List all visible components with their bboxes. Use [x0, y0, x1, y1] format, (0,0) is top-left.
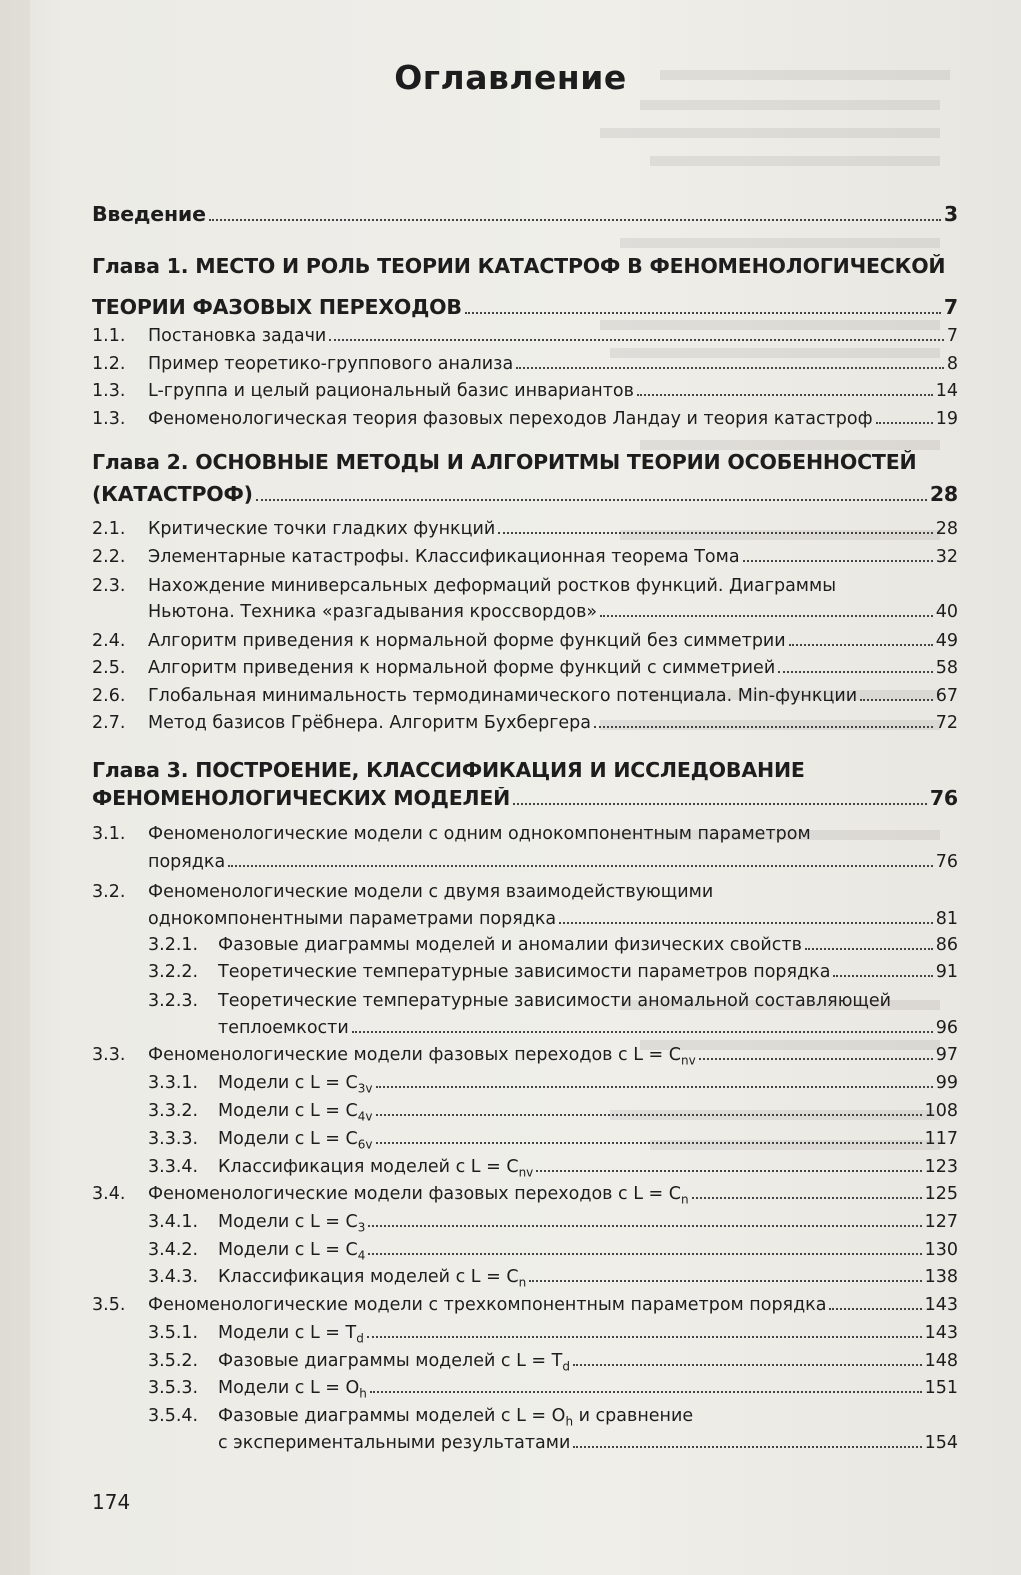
entry-subscript: h [359, 1386, 367, 1401]
entry-title [218, 934, 802, 956]
dot-leader [789, 640, 933, 646]
dot-leader [778, 667, 933, 673]
dot-leader [352, 1027, 933, 1033]
entry-page-number: 49 [935, 631, 958, 651]
entry-page-number: 151 [924, 1378, 958, 1398]
dot-leader [876, 418, 933, 424]
entry-title [218, 1432, 570, 1454]
entry-number: 3.2.2. [148, 962, 199, 982]
entry-text: Глобальная минимальность термодинамического потенциала. Min-функции [148, 686, 858, 706]
dot-leader [743, 556, 933, 562]
entry-number: 2.1. [92, 519, 126, 539]
entry-number: 3.3.1. [148, 1073, 199, 1093]
entry-title [148, 630, 786, 652]
entry-text: Нахождение миниверсальных деформаций ростков функций. Диаграммы [148, 576, 837, 596]
entry-number: 3.1. [92, 824, 126, 844]
entry-number: 3.3.4. [148, 1157, 199, 1177]
toc-section-entry[interactable] [92, 1432, 958, 1454]
toc-chapter-entry[interactable] [92, 483, 958, 505]
dot-leader [376, 1110, 922, 1116]
toc-chapter-entry[interactable] [92, 296, 958, 318]
entry-text: Ньютона. Техника «разгадывания кроссвордов» [148, 602, 598, 622]
entry-text: Элементарные катастрофы. Классификационная теорема Тома [148, 547, 740, 567]
entry-number: 2.4. [92, 631, 126, 651]
entry-title [148, 908, 556, 930]
entry-page-number: 154 [924, 1433, 958, 1453]
toc-section-entry[interactable] [92, 712, 958, 734]
entry-text: (КАТАСТРОФ) [92, 483, 253, 505]
entry-title [218, 1128, 373, 1156]
toc-section-entry[interactable] [92, 353, 958, 375]
entry-number: 3.5.4. [148, 1406, 199, 1426]
entry-page-number: 19 [935, 409, 958, 429]
entry-page-number: 91 [935, 962, 958, 982]
entry-text: Введение [92, 203, 206, 225]
page-number: 174 [92, 1490, 131, 1514]
entry-text: Фазовые диаграммы моделей и аномалии физических свойств [218, 935, 802, 955]
entry-text: Алгоритм приведения к нормальной форме функций с симметрией [148, 658, 776, 678]
toc-section-entry[interactable] [92, 1017, 958, 1039]
toc-section-entry[interactable] [92, 961, 958, 983]
entry-text: Феноменологические модели фазовых переходов с L = C [148, 1045, 681, 1065]
entry-text: Глава 2. ОСНОВНЫЕ МЕТОДЫ И АЛГОРИТМЫ ТЕОРИИ ОСОБЕННОСТЕЙ [92, 450, 917, 474]
toc-section-entry[interactable] [92, 1156, 958, 1184]
dot-leader [829, 1304, 921, 1310]
entry-subscript: 4v [357, 1109, 373, 1124]
dot-leader [805, 944, 933, 950]
entry-text: ТЕОРИИ ФАЗОВЫХ ПЕРЕХОДОВ [92, 296, 462, 318]
entry-text: Теоретические температурные зависимости параметров порядка [218, 962, 831, 982]
entry-page-number: 76 [929, 786, 958, 810]
dot-leader [699, 1054, 933, 1060]
toc-section-entry[interactable] [92, 1377, 958, 1405]
entry-page-number: 14 [935, 381, 958, 401]
entry-page-number: 99 [935, 1073, 958, 1093]
entry-title [148, 1044, 696, 1072]
entry-page-number: 123 [924, 1157, 958, 1177]
entry-number: 3.2.3. [148, 991, 199, 1011]
toc-section-entry[interactable] [92, 685, 958, 707]
toc-section-entry[interactable] [92, 1183, 958, 1211]
entry-text: Модели с L = C [218, 1212, 358, 1232]
entry-text: Модели с L = C [218, 1240, 358, 1260]
toc-section-entry[interactable] [92, 1100, 958, 1128]
entry-number: 3.5.3. [148, 1378, 199, 1398]
toc-section-entry[interactable] [92, 518, 958, 540]
entry-title [148, 546, 740, 568]
dot-leader [513, 799, 927, 805]
entry-title [148, 325, 326, 347]
entry-title [148, 685, 857, 707]
entry-subscript: n [518, 1275, 527, 1290]
toc-section-entry[interactable] [92, 934, 958, 956]
entry-text: Фазовые диаграммы моделей с L = O [218, 1406, 566, 1426]
entry-subscript: nv [680, 1053, 696, 1068]
entry-subscript: d [562, 1359, 570, 1374]
entry-title [218, 1017, 349, 1039]
entry-text: Классификация моделей с L = C [218, 1267, 519, 1287]
dot-leader [637, 390, 933, 396]
entry-title [148, 353, 513, 375]
dot-leader [860, 695, 933, 701]
dot-leader [368, 1249, 921, 1255]
toc-section-entry[interactable] [92, 1044, 958, 1072]
entry-page-number: 138 [924, 1267, 958, 1287]
entry-page-number: 28 [935, 519, 958, 539]
dot-leader [465, 308, 941, 314]
entry-number: 3.2. [92, 882, 126, 902]
entry-number: 3.5.1. [148, 1323, 199, 1343]
entry-title [92, 296, 462, 318]
entry-number: 3.3. [92, 1045, 126, 1065]
dot-leader [692, 1193, 922, 1199]
entry-number: 1.2. [92, 354, 126, 374]
toc-section-entry[interactable] [92, 601, 958, 623]
entry-title [218, 1100, 373, 1128]
entry-text: теплоемкости [218, 1018, 349, 1038]
entry-title [148, 712, 591, 734]
entry-title [218, 1266, 526, 1294]
entry-text: Феноменологические модели с двумя взаимодействующими [148, 882, 714, 902]
entry-title [92, 787, 510, 809]
toc-section-entry[interactable] [92, 1350, 958, 1378]
entry-text: Феноменологические модели с одним однокомпонентным параметром [148, 824, 811, 844]
toc-entry-lead-line [92, 1405, 693, 1433]
entry-text: Модели с L = T [218, 1323, 357, 1343]
entry-text: Фазовые диаграммы моделей с L = T [218, 1351, 563, 1371]
entry-text: Метод базисов Грёбнера. Алгоритм Бухбергера [148, 713, 592, 733]
entry-subscript: 3v [357, 1081, 373, 1096]
entry-number: 2.3. [92, 576, 126, 596]
entry-number: 2.2. [92, 547, 126, 567]
entry-text: Модели с L = C [218, 1073, 358, 1093]
entry-text-tail: и сравнение [573, 1406, 694, 1426]
toc-entry-lead-line [92, 823, 811, 845]
entry-page-number: 7 [946, 326, 958, 346]
entry-title [92, 203, 206, 225]
toc-section-entry[interactable] [92, 630, 958, 652]
toc-section-entry[interactable] [92, 1239, 958, 1267]
entry-title [218, 1239, 365, 1267]
toc-chapter-entry[interactable] [92, 787, 958, 809]
entry-page-number: 86 [935, 935, 958, 955]
dot-leader [376, 1082, 933, 1088]
entry-title [218, 1156, 533, 1184]
entry-page-number: 127 [924, 1212, 958, 1232]
entry-page-number: 117 [924, 1129, 958, 1149]
entry-number: 3.4. [92, 1184, 126, 1204]
entry-title [148, 657, 775, 679]
entry-number: 2.7. [92, 713, 126, 733]
toc-entry-lead-line [92, 575, 836, 597]
dot-leader [573, 1442, 921, 1448]
entry-text: Теоретические температурные зависимости аномальной составляющей [218, 991, 892, 1011]
dot-leader [498, 528, 932, 534]
entry-subscript: d [356, 1331, 364, 1346]
entry-title [148, 518, 495, 540]
entry-text: Модели с L = C [218, 1101, 358, 1121]
entry-number: 3.5.2. [148, 1351, 199, 1371]
dot-leader [370, 1387, 922, 1393]
entry-text: однокомпонентными параметрами порядка [148, 909, 557, 929]
entry-subscript: 4 [357, 1248, 366, 1263]
entry-subscript: 3 [357, 1220, 366, 1235]
entry-number: 3.2.1. [148, 935, 199, 955]
entry-page-number: 72 [935, 713, 958, 733]
entry-page-number: 96 [935, 1018, 958, 1038]
entry-page-number: 3 [943, 202, 958, 226]
entry-text: Глава 3. ПОСТРОЕНИЕ, КЛАССИФИКАЦИЯ И ИССЛЕДОВАНИЕ [92, 758, 805, 782]
toc-section-entry[interactable] [92, 657, 958, 679]
entry-title [92, 483, 253, 505]
dot-leader [559, 918, 933, 924]
toc-section-entry[interactable] [92, 1266, 958, 1294]
entry-number: 1.1. [92, 326, 126, 346]
entry-page-number: 108 [924, 1101, 958, 1121]
toc-entry-lead-line [92, 881, 713, 903]
entry-page-number: 125 [924, 1184, 958, 1204]
dot-leader [367, 1332, 922, 1338]
entry-title [148, 408, 873, 430]
entry-title [218, 1350, 570, 1378]
dot-leader [376, 1138, 922, 1144]
entry-title [148, 851, 225, 873]
entry-page-number: 58 [935, 658, 958, 678]
entry-page-number: 97 [935, 1045, 958, 1065]
entry-number: 3.5. [92, 1295, 126, 1315]
entry-text: Критические точки гладких функций [148, 519, 496, 539]
dot-leader [600, 611, 933, 617]
entry-text: Модели с L = O [218, 1378, 360, 1398]
entry-page-number: 148 [924, 1351, 958, 1371]
entry-title [148, 1183, 689, 1211]
toc-section-entry[interactable] [92, 908, 958, 930]
dot-leader [329, 335, 944, 341]
dot-leader [594, 722, 933, 728]
entry-number: 2.6. [92, 686, 126, 706]
dot-leader [529, 1276, 921, 1282]
entry-title [218, 1211, 365, 1239]
entry-page-number: 130 [924, 1240, 958, 1260]
toc-entry-lead-line [92, 255, 945, 277]
dot-leader [256, 495, 927, 501]
entry-page-number: 81 [935, 909, 958, 929]
entry-number: 3.3.3. [148, 1129, 199, 1149]
dot-leader [516, 363, 944, 369]
entry-title [148, 601, 597, 623]
entry-title [218, 1072, 373, 1100]
toc-section-entry[interactable] [92, 408, 958, 430]
entry-page-number: 40 [935, 602, 958, 622]
entry-text: Модели с L = C [218, 1129, 358, 1149]
entry-title [218, 1377, 367, 1405]
entry-text: Постановка задачи [148, 326, 327, 346]
entry-title [218, 1322, 364, 1350]
entry-number: 3.3.2. [148, 1101, 199, 1121]
entry-number: 3.4.1. [148, 1212, 199, 1232]
toc-section-entry[interactable] [92, 1322, 958, 1350]
entry-subscript: 6v [357, 1137, 373, 1152]
dot-leader [209, 215, 941, 221]
entry-text: Феноменологические модели с трехкомпонентным параметром порядка [148, 1295, 827, 1315]
entry-page-number: 32 [935, 547, 958, 567]
entry-text: с экспериментальными результатами [218, 1433, 571, 1453]
entry-page-number: 143 [924, 1295, 958, 1315]
dot-leader [228, 861, 933, 867]
entry-page-number: 143 [924, 1323, 958, 1343]
entry-number: 1.3. [92, 409, 126, 429]
dot-leader [536, 1166, 921, 1172]
toc-section-entry[interactable] [92, 325, 958, 347]
entry-page-number: 28 [929, 482, 958, 506]
entry-subscript: h [565, 1414, 574, 1429]
entry-page-number: 8 [946, 354, 958, 374]
toc-section-entry[interactable] [92, 851, 958, 873]
toc-section-entry[interactable] [92, 1072, 958, 1100]
dot-leader [368, 1221, 921, 1227]
entry-number: 2.5. [92, 658, 126, 678]
entry-text: Классификация моделей с L = C [218, 1157, 519, 1177]
page-title: Оглавление [394, 58, 627, 97]
entry-text: Феноменологические модели фазовых переходов с L = C [148, 1184, 681, 1204]
toc-chapter-entry[interactable] [92, 203, 958, 225]
entry-subscript: nv [518, 1165, 534, 1180]
entry-page-number: 76 [935, 852, 958, 872]
toc-section-entry[interactable] [92, 546, 958, 568]
entry-text: Алгоритм приведения к нормальной форме функций без симметрии [148, 631, 786, 651]
entry-text: ФЕНОМЕНОЛОГИЧЕСКИХ МОДЕЛЕЙ [92, 787, 511, 809]
entry-text: Пример теоретико-группового анализа [148, 354, 514, 374]
entry-text: L-группа и целый рациональный базис инвариантов [148, 381, 634, 401]
entry-number: 3.4.2. [148, 1240, 199, 1260]
entry-subscript: n [680, 1192, 689, 1207]
toc-section-entry[interactable] [92, 1128, 958, 1156]
dot-leader [833, 971, 932, 977]
entry-text: Феноменологическая теория фазовых переходов Ландау и теория катастроф [148, 409, 873, 429]
entry-title [148, 1294, 826, 1316]
entry-title [148, 380, 634, 402]
toc-entry-lead-line [92, 759, 805, 781]
entry-number: 1.3. [92, 381, 126, 401]
toc-entry-lead-line [92, 990, 891, 1012]
entry-page-number: 67 [935, 686, 958, 706]
dot-leader [573, 1360, 922, 1366]
toc-section-entry[interactable] [92, 380, 958, 402]
toc-section-entry[interactable] [92, 1294, 958, 1316]
entry-text: Глава 1. МЕСТО И РОЛЬ ТЕОРИИ КАТАСТРОФ В ФЕНОМЕНОЛОГИЧЕСКОЙ [92, 254, 946, 278]
entry-title [218, 961, 830, 983]
entry-page-number: 7 [943, 295, 958, 319]
toc-entry-lead-line [92, 451, 916, 473]
entry-text: порядка [148, 852, 226, 872]
toc-section-entry[interactable] [92, 1211, 958, 1239]
entry-number: 3.4.3. [148, 1267, 199, 1287]
